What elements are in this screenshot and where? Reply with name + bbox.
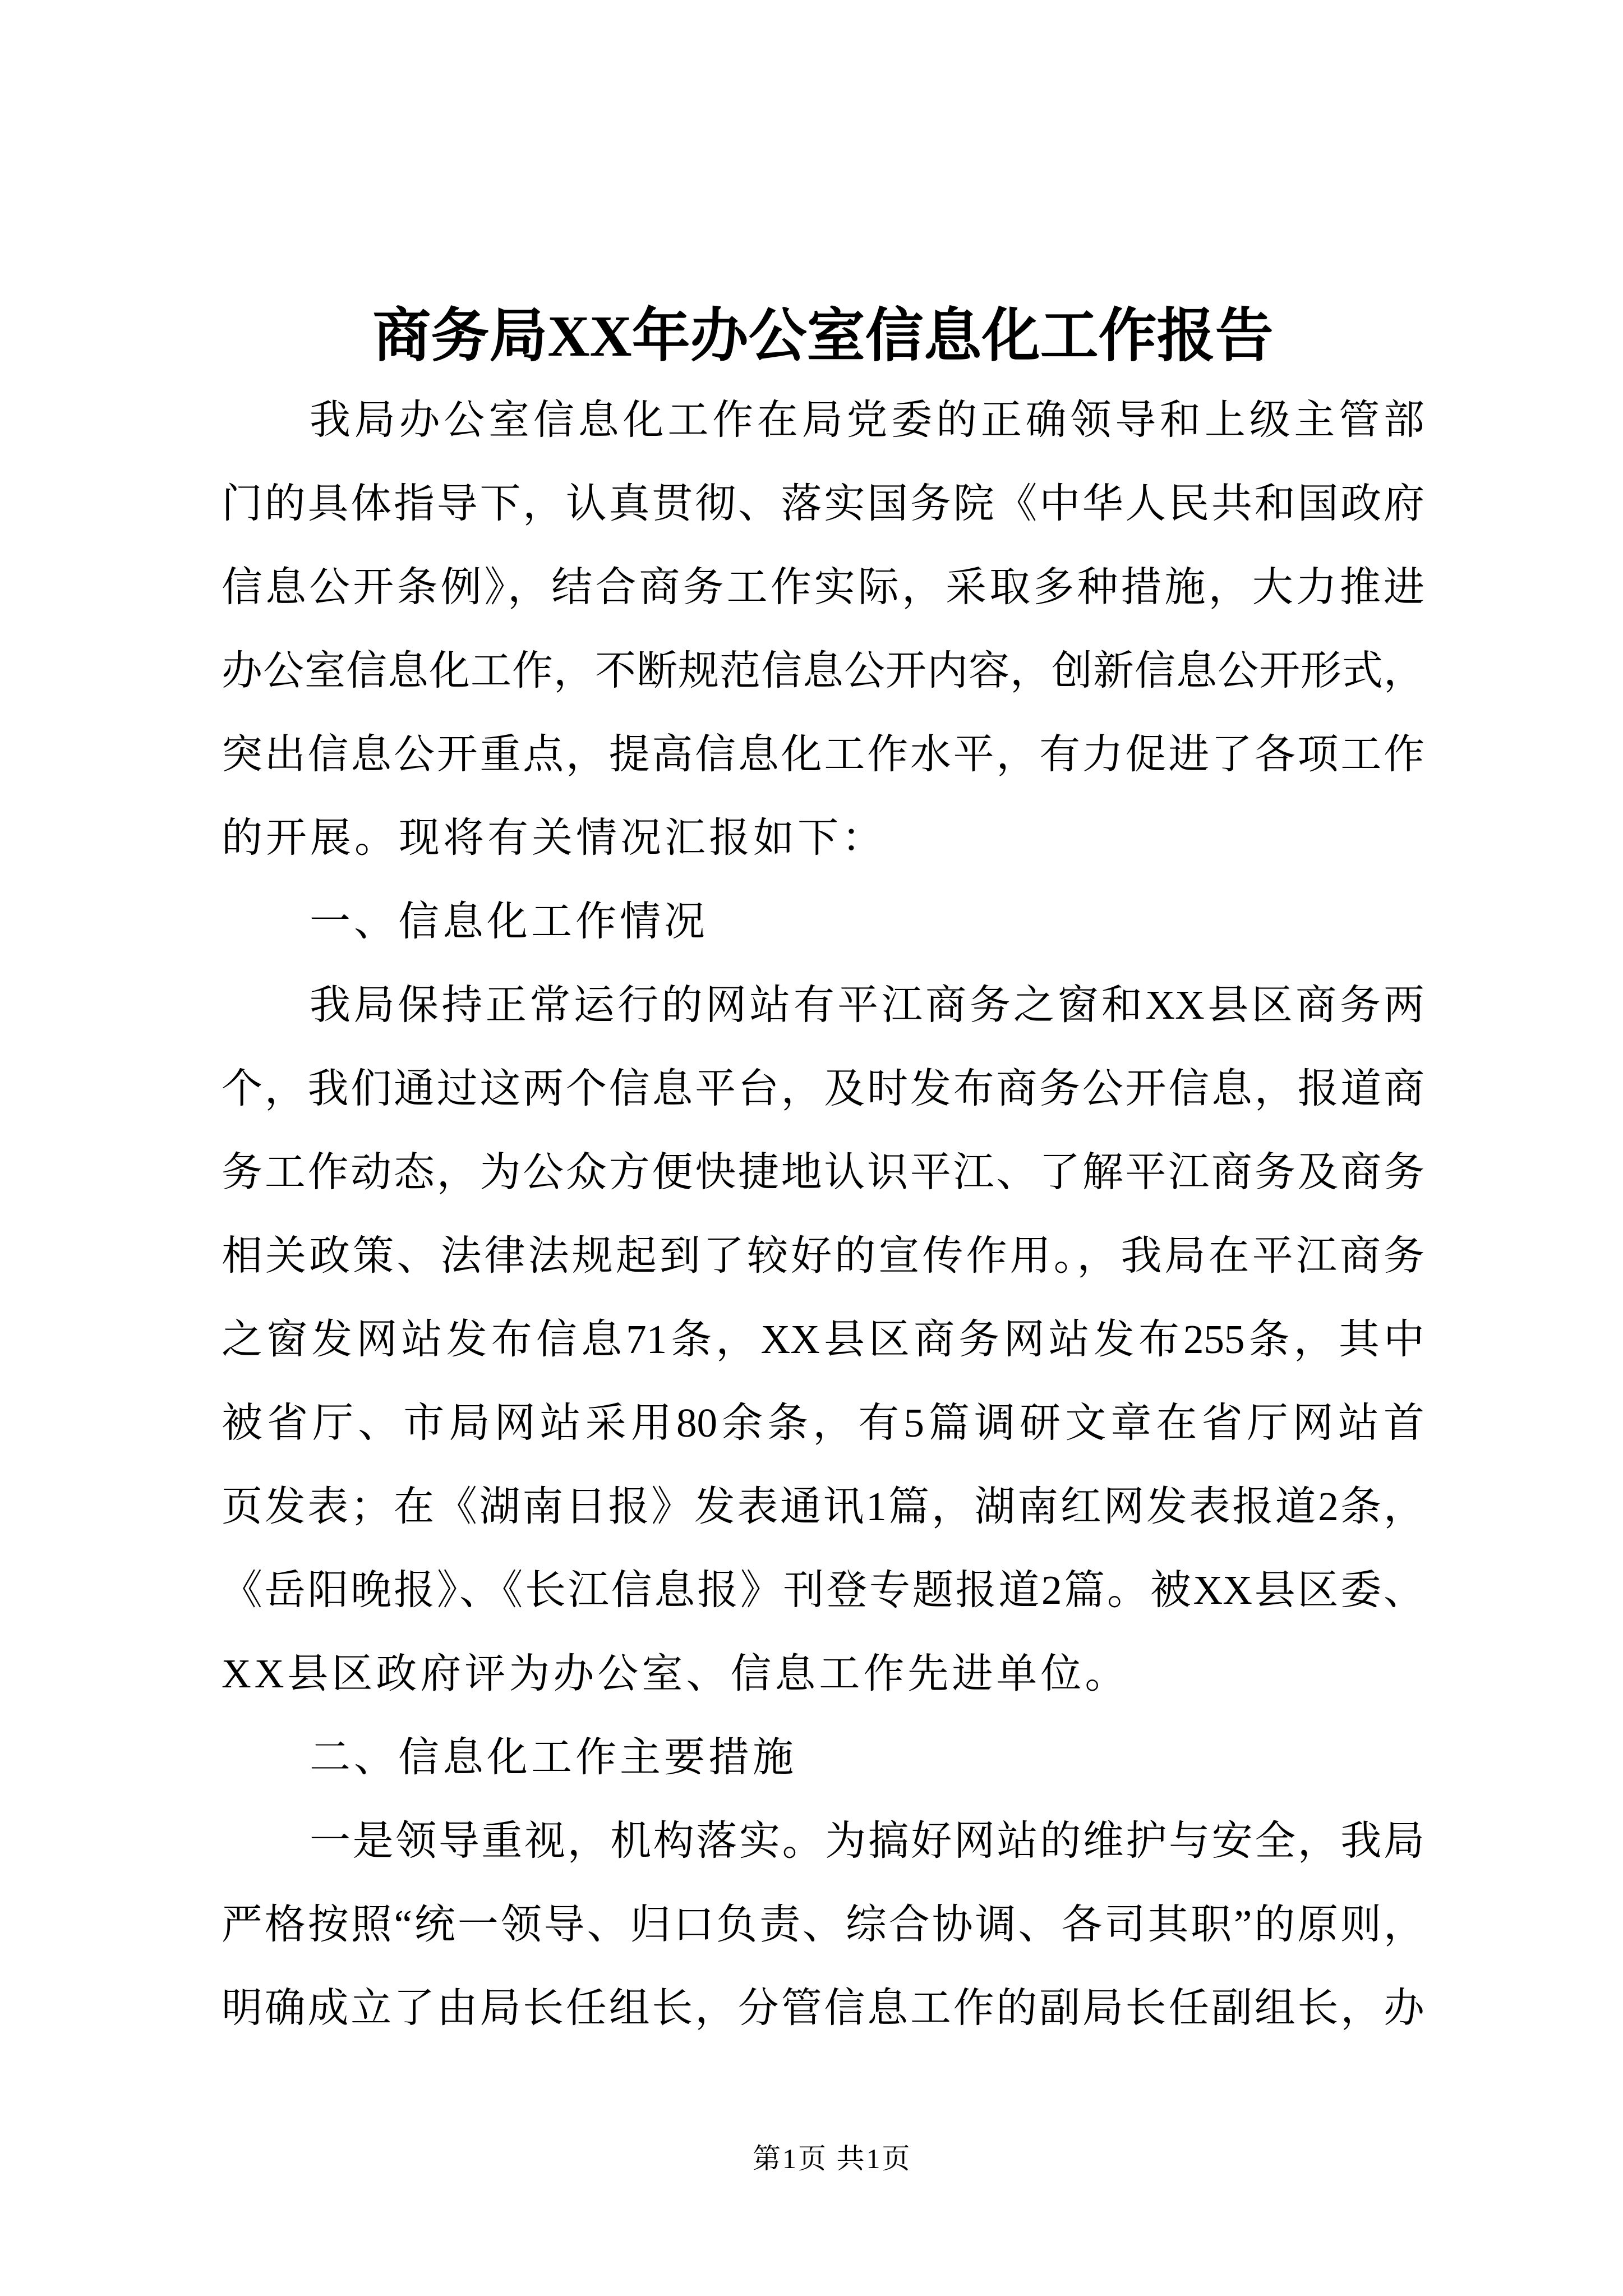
paragraph xyxy=(222,1799,1424,2050)
paragraph-line: 相关政策、法律法规起到了较好的宣传作用。，我局在平江商务 xyxy=(222,1233,1424,1278)
intro-paragraph xyxy=(222,378,1424,880)
paragraph-line: 之窗发网站发布信息71条，XX县区商务网站发布255条，其中 xyxy=(222,1317,1424,1362)
paragraph-line: 一是领导重视，机构落实。为搞好网站的维护与安全，我局 xyxy=(310,1818,1424,1864)
paragraph-line: XX县区政府评为办公室、信息工作先进单位。 xyxy=(222,1651,1129,1696)
paragraph-line: 信息公开条例》，结合商务工作实际，采取多种措施，大力推进 xyxy=(222,564,1424,610)
paragraph-line: 个，我们通过这两个信息平台，及时发布商务公开信息，报道商 xyxy=(222,1066,1424,1111)
section-1 xyxy=(222,880,1424,1715)
section-heading: 二、信息化工作主要措施 xyxy=(310,1734,797,1780)
paragraph-line: 办公室信息化工作，不断规范信息公开内容，创新信息公开形式， xyxy=(222,648,1424,693)
section-heading: 一、信息化工作情况 xyxy=(310,899,708,944)
paragraph-line: 突出信息公开重点，提高信息化工作水平，有力促进了各项工作 xyxy=(222,731,1424,777)
paragraph-line: 被省厅、市局网站采用80余条，有5篇调研文章在省厅网站首 xyxy=(222,1400,1424,1446)
paragraph-line: 页发表；在《湖南日报》发表通讯1篇，湖南红网发表报道2条， xyxy=(222,1484,1424,1529)
paragraph-line: 的开展。现将有关情况汇报如下： xyxy=(222,815,886,861)
paragraph-line: 我局保持正常运行的网站有平江商务之窗和XX县区商务两 xyxy=(310,982,1424,1028)
paragraph-line: 务工作动态，为公众方便快捷地认识平江、了解平江商务及商务 xyxy=(222,1149,1424,1195)
paragraph xyxy=(222,963,1424,1715)
paragraph-line: 门的具体指导下，认真贯彻、落实国务院《中华人民共和国政府 xyxy=(222,481,1424,526)
paragraph-line: 严格按照“统一领导、归口负责、综合协调、各司其职”的原则， xyxy=(222,1902,1424,1947)
page-footer: 第1页 共1页 xyxy=(753,2143,912,2174)
document-title: 商务局XX年办公室信息化工作报告 xyxy=(372,304,1274,369)
document-body xyxy=(222,295,1424,2050)
paragraph-line: 我局办公室信息化工作在局党委的正确领导和上级主管部 xyxy=(310,397,1424,443)
section-2 xyxy=(222,1715,1424,2050)
paragraph-line: 《岳阳晚报》、《长江信息报》刊登专题报道2篇。被XX县区委、 xyxy=(222,1567,1424,1613)
paragraph-line: 明确成立了由局长任组长，分管信息工作的副局长任副组长，办 xyxy=(222,1985,1424,2031)
